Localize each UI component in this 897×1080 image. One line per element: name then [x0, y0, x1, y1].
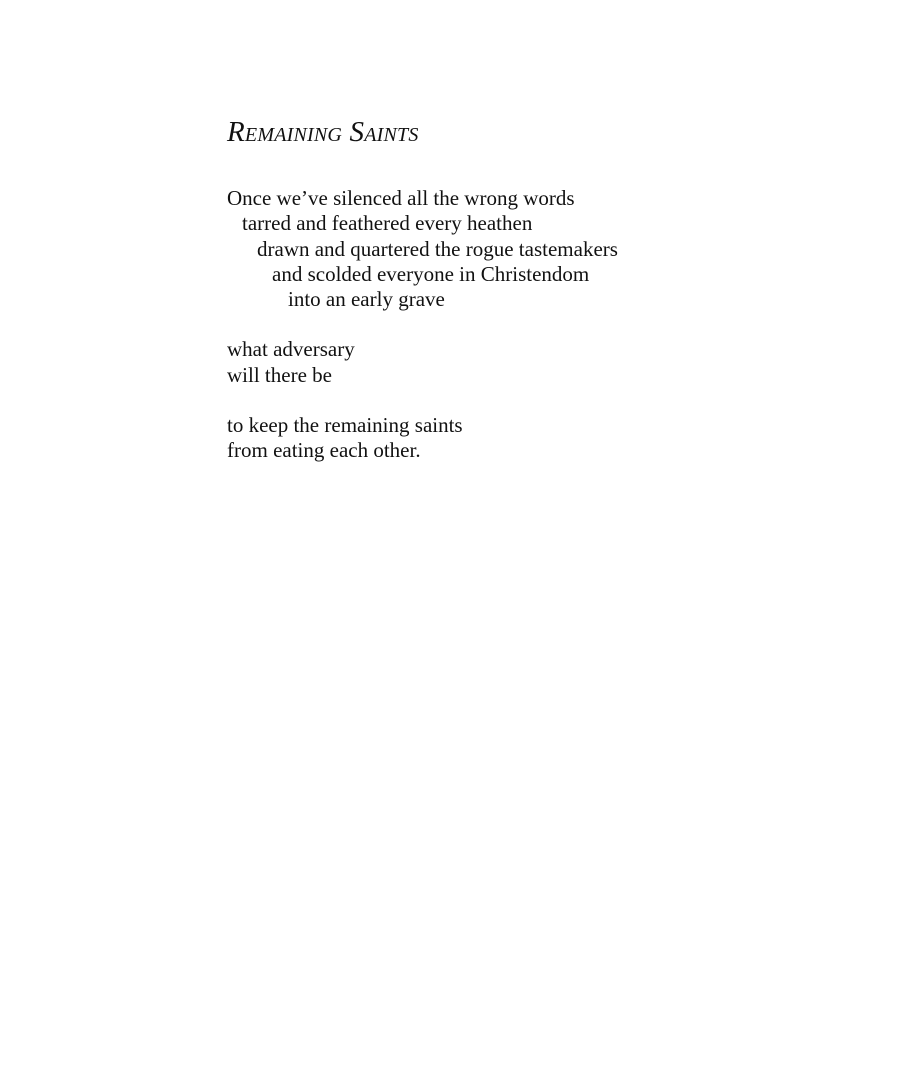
poem-body: [227, 186, 867, 489]
poem-line: drawn and quartered the rogue tastemakers: [257, 236, 618, 261]
stanza-3: [227, 413, 867, 464]
poem-line: and scolded everyone in Christendom: [272, 261, 590, 286]
poem-line: will there be: [227, 362, 332, 387]
poem-line: from eating each other.: [227, 438, 421, 463]
poem-line: what adversary: [227, 337, 355, 362]
poem-line: tarred and feathered every heathen: [242, 211, 533, 236]
poem-title: Remaining Saints: [227, 116, 419, 148]
stanza-2: [227, 337, 867, 388]
poem-line: into an early grave: [288, 287, 445, 312]
poem-line: Once we’ve silenced all the wrong words: [227, 186, 575, 210]
stanza-1: [227, 186, 867, 312]
poem-line: to keep the remaining saints: [227, 413, 463, 438]
